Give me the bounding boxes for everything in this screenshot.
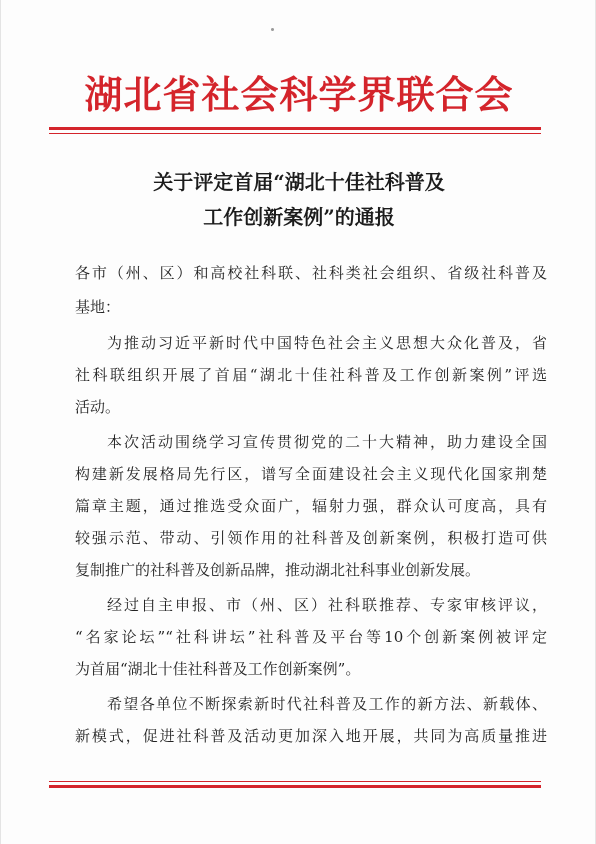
paragraph-2-line-1: 本次活动围绕学习宣传贯彻党的二十大精神，助力建设全国 xyxy=(107,433,547,451)
letterhead-title: 湖北省社会科学界联合会 xyxy=(84,72,514,117)
paragraph-4-line-2: 新模式，促进社科普及活动更加深入地开展，共同为高质量推进 xyxy=(75,727,547,745)
salutation-line-2: 基地： xyxy=(75,298,121,316)
paragraph-1-line-3: 活动。 xyxy=(75,398,121,416)
paragraph-2-line-3: 篇章主题，通过推选受众面广，辐射力强，群众认可度高，具有 xyxy=(75,497,547,515)
footer-rule-thin xyxy=(49,781,541,782)
paragraph-3-line-1: 经过自主申报、市（州、区）社科联推荐、专家审核评议， xyxy=(107,596,547,614)
letterhead-rule-thick xyxy=(49,127,541,130)
salutation-line-1: 各市（州、区）和高校社科联、社科类社会组织、省级社科普及 xyxy=(75,264,547,282)
paragraph-3-line-2: “名家论坛”“社科讲坛”社科普及平台等10个创新案例被评定 xyxy=(75,628,547,646)
paragraph-1-line-2: 社科联组织开展了首届“湖北十佳社科普及工作创新案例”评选 xyxy=(75,366,547,384)
scan-dot xyxy=(271,28,274,31)
letterhead-rule-thin xyxy=(49,133,541,134)
paragraph-2-line-4: 较强示范、带动、引领作用的社科普及创新案例，积极打造可供 xyxy=(75,529,547,547)
paragraph-2-line-5: 复制推广的社科普及创新品牌，推动湖北社科事业创新发展。 xyxy=(75,561,481,579)
paragraph-4-line-1: 希望各单位不断探索新时代社科普及工作的新方法、新载体、 xyxy=(107,695,547,713)
notice-title-line-1: 关于评定首届“湖北十佳社科普及 xyxy=(153,170,445,194)
paragraph-3-line-3: 为首届“湖北十佳社科普及工作创新案例”。 xyxy=(75,660,361,678)
paragraph-2-line-2: 构建新发展格局先行区，谱写全面建设社会主义现代化国家荆楚 xyxy=(75,465,547,483)
footer-rule-thick xyxy=(49,785,541,788)
notice-title-line-2: 工作创新案例”的通报 xyxy=(203,205,395,229)
paragraph-1-line-1: 为推动习近平新时代中国特色社会主义思想大众化普及，省 xyxy=(107,334,547,352)
